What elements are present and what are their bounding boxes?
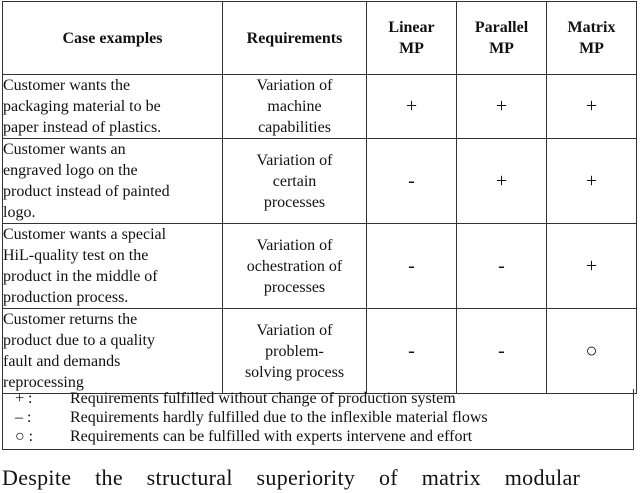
case-cell: Customer wants an engraved logo on the product instead of painted logo.	[3, 139, 223, 224]
case-cell: Customer wants the packaging material to be paper instead of plastics.	[3, 75, 223, 139]
matrix-mark: +	[547, 75, 637, 139]
legend-symbol: – :	[15, 409, 32, 426]
case-cell: Customer returns the product due to a quality fault and demands reprocessing	[3, 309, 223, 394]
legend-text: Requirements fulfilled without change of production system	[70, 390, 456, 407]
linear-mark: -	[367, 224, 457, 309]
header-case-examples: Case examples	[3, 2, 223, 75]
linear-mark: +	[367, 75, 457, 139]
table-legend	[2, 389, 634, 450]
legend-item	[3, 408, 633, 427]
matrix-mark: +	[547, 224, 637, 309]
table-row	[3, 309, 637, 394]
case-cell: Customer wants a special HiL-quality test on the product in the middle of production process.	[3, 224, 223, 309]
table-row	[3, 139, 637, 224]
legend-symbol: + :	[15, 390, 33, 407]
legend-item	[3, 389, 633, 408]
parallel-mark: -	[457, 224, 547, 309]
header-matrix-mp: Matrix MP	[547, 2, 637, 75]
linear-mark: -	[367, 139, 457, 224]
requirement-cell: Variation of machine capabilities	[223, 75, 367, 139]
requirement-cell: Variation of ochestration of processes	[223, 224, 367, 309]
header-linear-mp: Linear MP	[367, 2, 457, 75]
requirements-table	[2, 1, 637, 394]
legend-text: Requirements can be fulfilled with experts intervene and effort	[70, 428, 473, 445]
parallel-mark: -	[457, 309, 547, 394]
matrix-mark: +	[547, 139, 637, 224]
parallel-mark: +	[457, 75, 547, 139]
header-parallel-mp: Parallel MP	[457, 2, 547, 75]
table-row	[3, 75, 637, 139]
body-text: Despite the structural superiority of matrix modular	[2, 465, 581, 490]
linear-mark: -	[367, 309, 457, 394]
requirement-cell: Variation of problem- solving process	[223, 309, 367, 394]
requirement-cell: Variation of certain processes	[223, 139, 367, 224]
parallel-mark: +	[457, 139, 547, 224]
table-row	[3, 224, 637, 309]
header-row	[3, 2, 637, 75]
matrix-mark: ○	[547, 309, 637, 394]
header-requirements: Requirements	[223, 2, 367, 75]
legend-item	[3, 427, 633, 446]
legend-symbol: ○ :	[15, 428, 34, 445]
legend-text: Requirements hardly fulfilled due to the inflexible material flows	[70, 409, 488, 426]
